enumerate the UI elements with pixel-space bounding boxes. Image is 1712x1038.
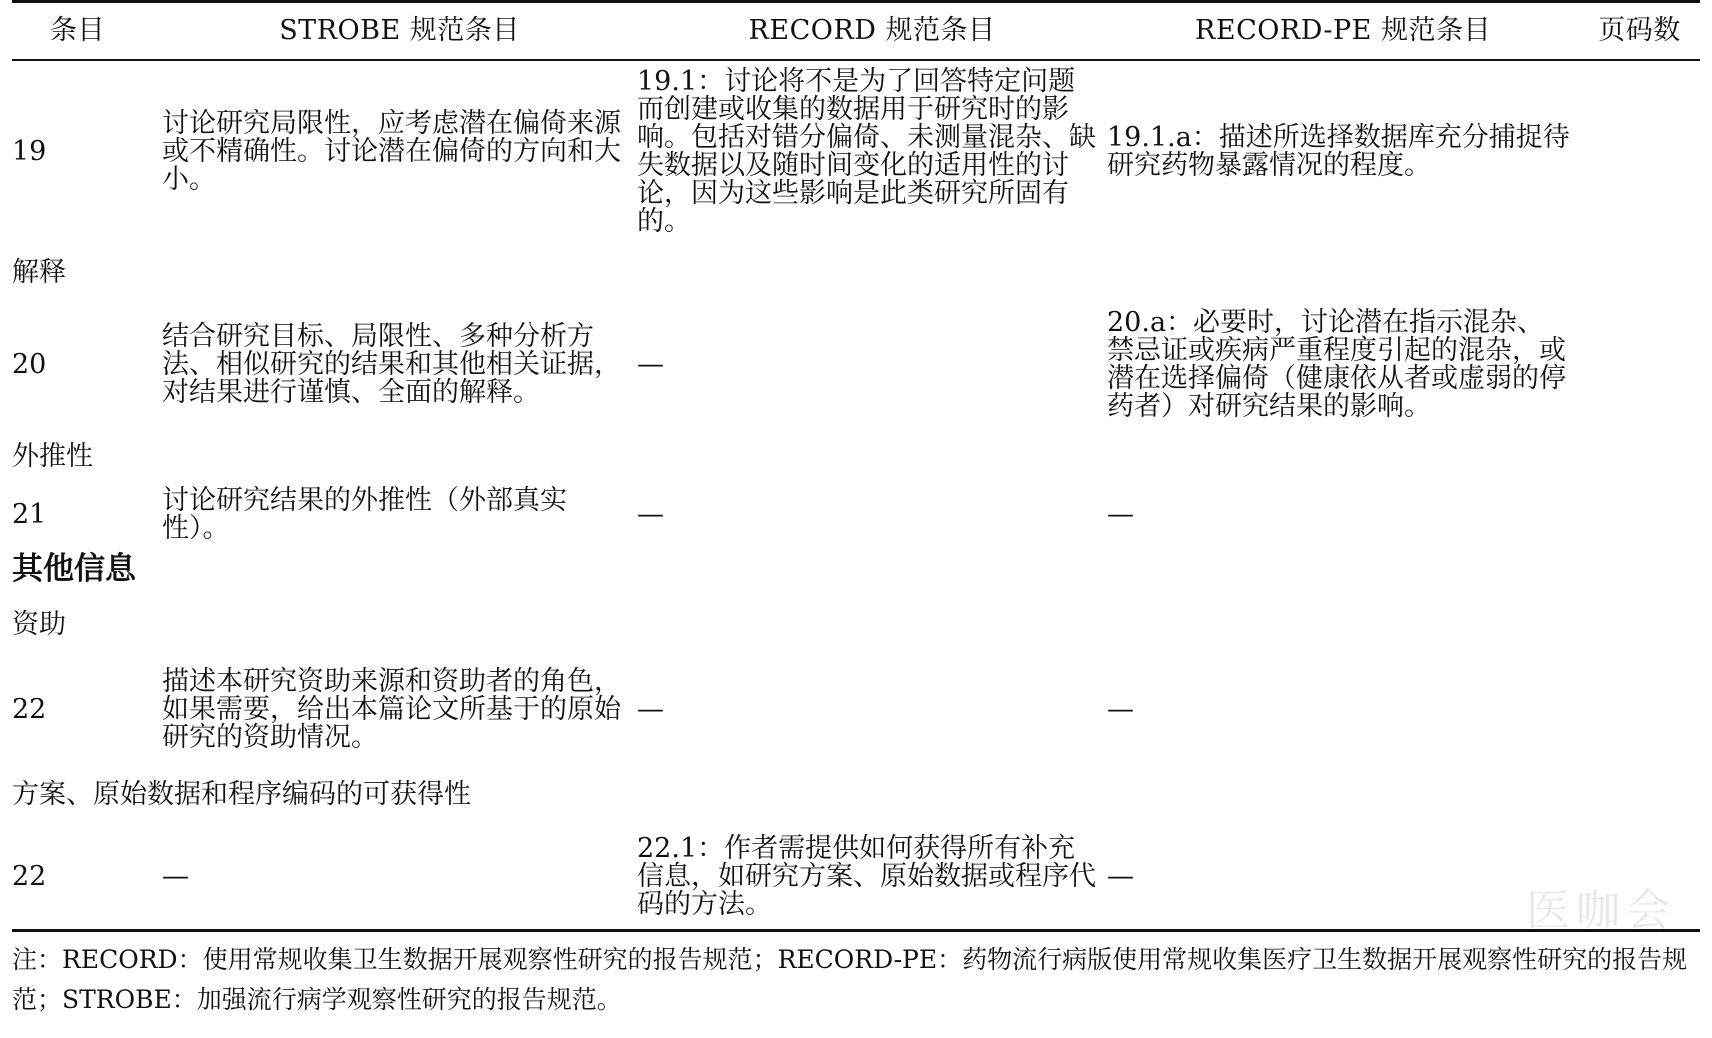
page-cell — [1579, 60, 1700, 243]
record-cell: 19.1：讨论将不是为了回答特定问题而创建或收集的数据用于研究时的影响。包括对错分偏倚、未测量混杂、缺失数据以及随时间变化的适用性的讨论，因为这些影响是此类研究所固有的。 — [637, 66, 1096, 237]
table-row — [12, 825, 1700, 931]
watermark-logo: 医咖会 — [1526, 885, 1676, 936]
header-record-pe: RECORD-PE 规范条目 — [1107, 2, 1579, 61]
major-section-row — [12, 543, 1700, 595]
record-pe-cell: — — [1107, 694, 1134, 725]
section-row — [12, 595, 1700, 655]
reporting-checklist-table — [12, 0, 1700, 932]
section-label: 资助 — [12, 609, 66, 640]
section-row — [12, 427, 1700, 487]
strobe-cell: 结合研究目标、局限性、多种分析方法、相似研究的结果和其他相关证据，对结果进行谨慎、全面的解释。 — [162, 321, 621, 408]
record-pe-cell: — — [1107, 825, 1579, 931]
section-label: 方案、原始数据和程序编码的可获得性 — [12, 779, 471, 810]
table-row — [12, 655, 1700, 765]
table-row — [12, 487, 1700, 543]
major-section-label: 其他信息 — [12, 551, 136, 587]
record-pe-cell: 20.a：必要时，讨论潜在指示混杂、禁忌证或疾病严重程度引起的混杂，或潜在选择偏倚（健康依从者或虚弱的停药者）对研究结果的影响。 — [1107, 307, 1566, 422]
item-number: 22 — [12, 825, 162, 931]
table-header — [12, 2, 1700, 61]
record-pe-cell: 19.1.a：描述所选择数据库充分捕捉待研究药物暴露情况的程度。 — [1107, 122, 1570, 181]
header-item: 条目 — [12, 2, 162, 61]
header-strobe: STROBE 规范条目 — [162, 2, 637, 61]
table-footnote: 注：RECORD：使用常规收集卫生数据开展观察性研究的报告规范；RECORD-PE：药物流行病版使用常规收集医疗卫生数据开展观察性研究的报告规范；STROBE：加强流行病学观察性研究的报告规范。 — [12, 945, 1688, 1014]
item-number: 20 — [12, 349, 47, 380]
item-number: 22 — [12, 694, 47, 725]
section-row — [12, 765, 1700, 825]
header-record: RECORD 规范条目 — [637, 2, 1107, 61]
record-pe-cell: — — [1107, 499, 1134, 530]
section-label: 解释 — [12, 257, 66, 288]
section-label: 外推性 — [12, 441, 93, 472]
record-cell: 22.1：作者需提供如何获得所有补充信息，如研究方案、原始数据或程序代码的方法。 — [637, 825, 1107, 931]
item-number: 19 — [12, 136, 47, 167]
page-cell — [1579, 487, 1700, 543]
table-row — [12, 303, 1700, 427]
item-number: 21 — [12, 499, 47, 530]
page-cell — [1579, 303, 1700, 427]
record-cell: — — [637, 694, 664, 725]
page-cell — [1579, 655, 1700, 765]
strobe-cell: 描述本研究资助来源和资助者的角色，如果需要，给出本篇论文所基于的原始研究的资助情况。 — [162, 666, 621, 753]
strobe-cell: 讨论研究局限性，应考虑潜在偏倚来源或不精确性。讨论潜在偏倚的方向和大小。 — [162, 108, 621, 195]
record-cell: — — [637, 499, 664, 530]
strobe-cell: — — [162, 825, 637, 931]
strobe-cell: 讨论研究结果的外推性（外部真实性）。 — [162, 485, 567, 544]
header-page: 页码数 — [1579, 2, 1700, 61]
table-body — [12, 60, 1700, 931]
record-cell: — — [637, 349, 664, 380]
section-row — [12, 243, 1700, 303]
table-row — [12, 60, 1700, 243]
